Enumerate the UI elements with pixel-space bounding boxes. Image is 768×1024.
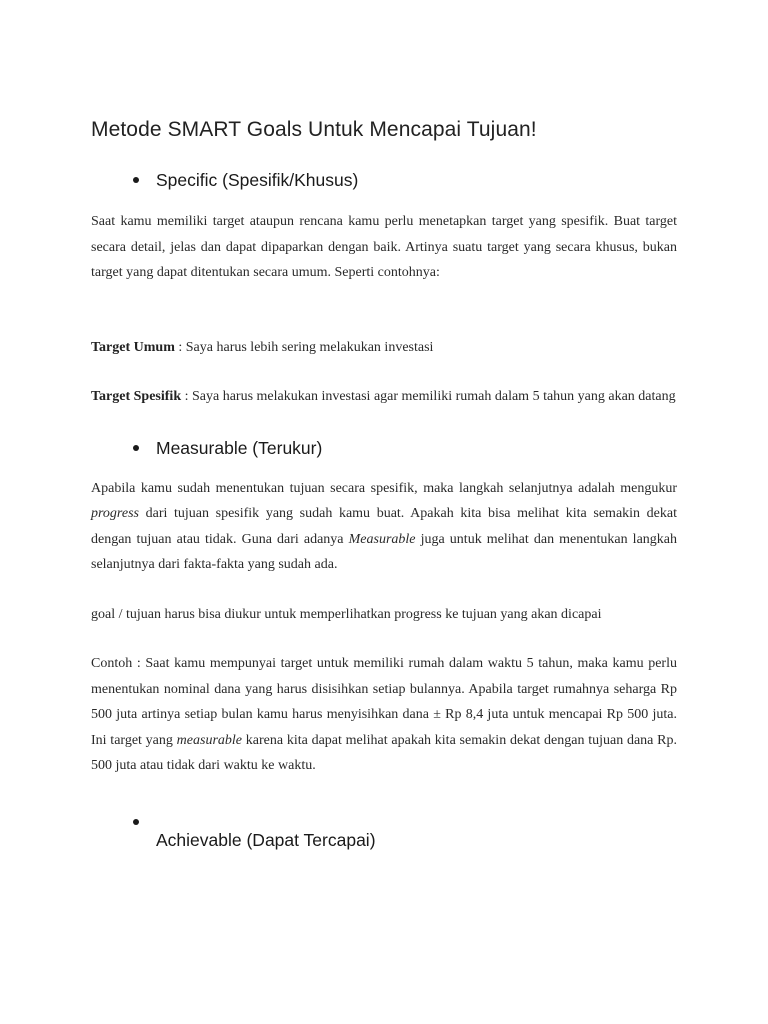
specific-paragraph: Saat kamu memiliki target ataupun rencana kamu perlu menetapkan target yang spesifik. Buat target secara detail, jelas dan dapat dipaparkan dengan baik. Artinya suatu target yang secara khusus, bukan target yang dapat ditentukan secara umum. Seperti contohnya: bbox=[91, 214, 677, 280]
measurable-paragraph-1 bbox=[91, 476, 677, 578]
heading-specific-text: Specific (Spesifik/Khusus) bbox=[156, 170, 359, 190]
measurable-p3-part2: karena kita dapat melihat apakah kita semakin dekat dengan tujuan dana Rp. 500 juta atau tidak dari waktu ke waktu. bbox=[91, 732, 677, 773]
heading-measurable bbox=[91, 438, 677, 459]
target-spesifik-label: Target Spesifik bbox=[91, 389, 182, 404]
target-spesifik-text: : Saya harus melakukan investasi agar memiliki rumah dalam 5 tahun yang akan datang bbox=[181, 389, 676, 404]
measurable-p3-part1: Contoh : Saat kamu mempunyai target untuk memiliki rumah dalam waktu 5 tahun, maka kamu perlu menentukan nominal dana yang harus disisihkan setiap bulannya. Apabila target rumahnya seharga Rp 500 juta artinya setiap bulan kamu harus menyisihkan dana ± Rp 8,4 juta untuk mencapai Rp 500 juta. Ini target yang bbox=[91, 656, 677, 748]
measurable-p1-part3: juga untuk melihat dan menentukan langkah selanjutnya dari fakta-fakta yang sudah ada. bbox=[91, 531, 678, 572]
bullet-dot-icon bbox=[133, 177, 139, 183]
heading-achievable-text: Achievable (Dapat Tercapai) bbox=[156, 829, 376, 850]
bullet-dot-icon bbox=[133, 445, 139, 451]
bullet-dot-icon bbox=[133, 819, 139, 825]
heading-specific bbox=[91, 170, 677, 191]
measurable-p1-italic-measurable: Measurable bbox=[348, 531, 416, 547]
measurable-paragraph-3 bbox=[91, 651, 677, 779]
measurable-p3-italic: measurable bbox=[176, 732, 242, 748]
measurable-p1-italic-progress: progress bbox=[91, 506, 139, 521]
target-umum-line bbox=[91, 335, 677, 361]
heading-achievable bbox=[91, 811, 677, 851]
measurable-p1-part2: dari tujuan spesifik yang sudah kamu buat. Apakah kita bisa melihat kita semakin dekat dengan tujuan atau tidak. Guna dari adanya bbox=[91, 506, 677, 547]
target-spesifik-line bbox=[91, 384, 677, 410]
measurable-paragraph-2: goal / tujuan harus bisa diukur untuk memperlihatkan progress ke tujuan yang akan dicapai bbox=[91, 606, 602, 622]
heading-measurable-text: Measurable (Terukur) bbox=[156, 437, 323, 458]
target-umum-text: : Saya harus lebih sering melakukan investasi bbox=[174, 339, 434, 355]
target-umum-label: Target Umum bbox=[91, 339, 175, 355]
measurable-p1-part1: Apabila kamu sudah menentukan tujuan secara spesifik, maka langkah selanjutnya adalah mengukur bbox=[91, 480, 677, 496]
document-title: Metode SMART Goals Untuk Mencapai Tujuan! bbox=[91, 118, 537, 141]
